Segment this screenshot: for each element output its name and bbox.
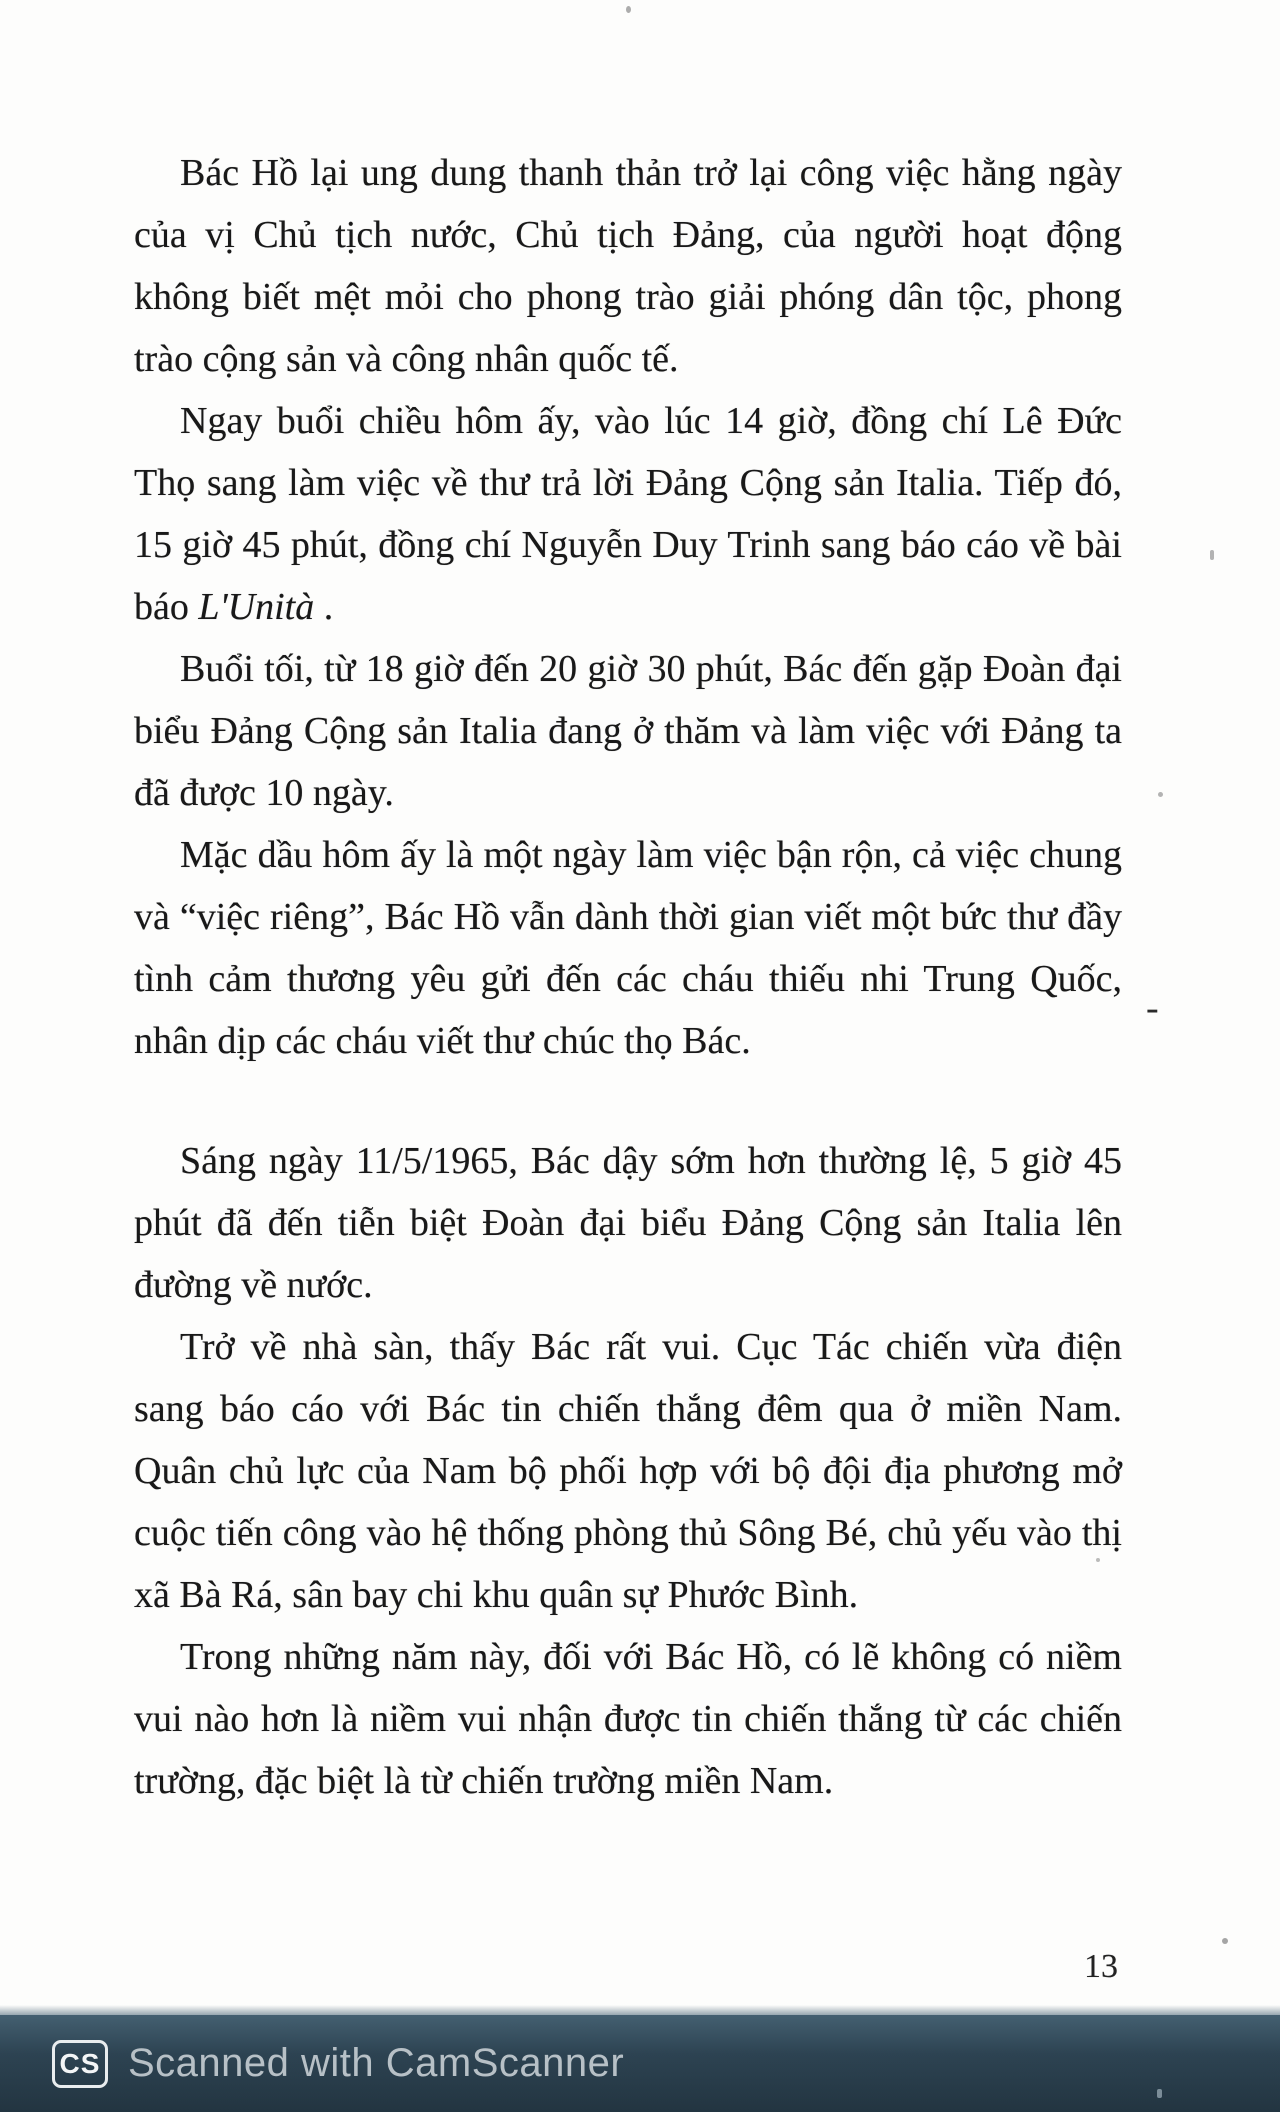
paragraph-4 bbox=[134, 824, 1122, 1072]
newspaper-title-italic: L'Unità bbox=[198, 586, 315, 628]
paragraph-2 bbox=[134, 390, 1122, 638]
paragraph-1-text: Bác Hồ lại ung dung thanh thản trở lại công việc hằng ngày của vị Chủ tịch nước, Chủ tịch Đảng, của người hoạt động không biết mệt mỏi cho phong trào giải phóng dân tộc, phong trào cộng sản và công nhân quốc tế. bbox=[134, 152, 1122, 380]
paragraph-3-text: Buổi tối, từ 18 giờ đến 20 giờ 30 phút, Bác đến gặp Đoàn đại biểu Đảng Cộng sản Italia đang ở thăm và làm việc với Đảng ta đã được 10 ngày. bbox=[134, 648, 1122, 814]
paragraph-7-text: Trong những năm này, đối với Bác Hồ, có lẽ không có niềm vui nào hơn là niềm vui nhận được tin chiến thắng từ các chiến trường, đặc biệt là từ chiến trường miền Nam. bbox=[134, 1636, 1122, 1802]
paragraph-7 bbox=[134, 1626, 1122, 1812]
paragraph-5 bbox=[134, 1130, 1122, 1316]
scan-speck bbox=[1158, 792, 1163, 797]
scan-speck bbox=[1157, 2089, 1162, 2098]
paragraph-5-text: Sáng ngày 11/5/1965, Bác dậy sớm hơn thường lệ, 5 giờ 45 phút đã đến tiễn biệt Đoàn đại biểu Đảng Cộng sản Italia lên đường về nước. bbox=[134, 1140, 1122, 1306]
paragraph-6 bbox=[134, 1316, 1122, 1626]
scan-speck bbox=[1210, 550, 1214, 560]
paragraph-6-text: Trở về nhà sàn, thấy Bác rất vui. Cục Tác chiến vừa điện sang báo cáo với Bác tin chiến thắng đêm qua ở miền Nam. Quân chủ lực của Nam bộ phối hợp với bộ đội địa phương mở cuộc tiến công vào hệ thống phòng thủ Sông Bé, chủ yếu vào thị xã Bà Rá, sân bay chi khu quân sự Phước Bình. bbox=[134, 1326, 1122, 1616]
page-number: 13 bbox=[1084, 1948, 1118, 1985]
paragraph-3 bbox=[134, 638, 1122, 824]
scan-speck bbox=[626, 6, 631, 13]
scan-speck bbox=[1222, 1938, 1228, 1944]
page-text-block bbox=[134, 142, 1122, 1812]
paragraph-1 bbox=[134, 142, 1122, 390]
scan-artifact-dash: - bbox=[1146, 987, 1159, 1029]
paragraph-4-text: Mặc dầu hôm ấy là một ngày làm việc bận rộn, cả việc chung và “việc riêng”, Bác Hồ vẫn dành thời gian viết một bức thư đầy tình cảm thương yêu gửi đến các cháu thiếu nhi Trung Quốc, nhân dịp các cháu viết thư chúc thọ Bác. bbox=[134, 834, 1122, 1062]
paragraph-2-text-post: . bbox=[314, 586, 334, 628]
camscanner-watermark-bar bbox=[0, 2015, 1280, 2112]
scan-speck bbox=[1096, 1558, 1100, 1562]
camscanner-logo-icon: CS bbox=[52, 2040, 108, 2088]
camscanner-label: Scanned with CamScanner bbox=[128, 2041, 625, 2085]
paragraph-2-text-pre: Ngay buổi chiều hôm ấy, vào lúc 14 giờ, đồng chí Lê Đức Thọ sang làm việc về thư trả lời Đảng Cộng sản Italia. Tiếp đó, 15 giờ 45 phút, đồng chí Nguyễn Duy Trinh sang báo cáo về bài báo bbox=[134, 400, 1122, 628]
